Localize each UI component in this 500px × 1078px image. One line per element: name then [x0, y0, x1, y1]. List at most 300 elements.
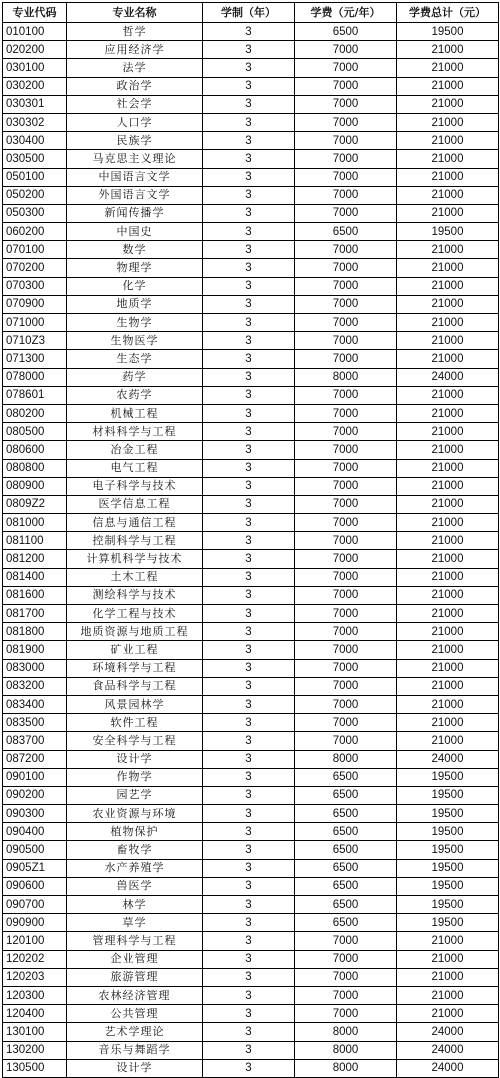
table-row — [3, 823, 499, 841]
table-row — [3, 514, 499, 532]
total-fee-cell: 21000 — [397, 386, 499, 404]
duration-cell: 3 — [203, 896, 295, 914]
major-name-cell: 土木工程 — [67, 568, 203, 586]
table-row — [3, 732, 499, 750]
table-row — [3, 186, 499, 204]
annual-fee-cell: 8000 — [295, 368, 397, 386]
table-row — [3, 877, 499, 895]
major-code-cell: 120202 — [3, 950, 67, 968]
table-row — [3, 768, 499, 786]
total-fee-cell: 21000 — [397, 550, 499, 568]
total-fee-cell: 21000 — [397, 695, 499, 713]
total-fee-cell: 21000 — [397, 532, 499, 550]
major-code-cell: 0809Z2 — [3, 495, 67, 513]
major-code-cell: 080500 — [3, 423, 67, 441]
major-code-cell: 030500 — [3, 150, 67, 168]
major-name-cell: 食品科学与工程 — [67, 677, 203, 695]
major-name-cell: 医学信息工程 — [67, 495, 203, 513]
total-fee-cell: 19500 — [397, 768, 499, 786]
duration-cell: 3 — [203, 986, 295, 1004]
table-row — [3, 568, 499, 586]
major-code-cell: 030100 — [3, 59, 67, 77]
table-row — [3, 605, 499, 623]
total-fee-cell: 19500 — [397, 823, 499, 841]
major-code-cell: 081800 — [3, 623, 67, 641]
total-fee-cell: 21000 — [397, 659, 499, 677]
table-row — [3, 841, 499, 859]
table-row — [3, 241, 499, 259]
table-row — [3, 950, 499, 968]
header-major-code: 专业代码 — [3, 3, 67, 23]
table-row — [3, 477, 499, 495]
header-major-name: 专业名称 — [67, 3, 203, 23]
annual-fee-cell: 6500 — [295, 223, 397, 241]
total-fee-cell: 21000 — [397, 404, 499, 422]
total-fee-cell: 21000 — [397, 113, 499, 131]
table-row — [3, 750, 499, 768]
major-name-cell: 社会学 — [67, 95, 203, 113]
major-name-cell: 药学 — [67, 368, 203, 386]
total-fee-cell: 21000 — [397, 932, 499, 950]
table-row — [3, 113, 499, 131]
major-name-cell: 新闻传播学 — [67, 204, 203, 222]
annual-fee-cell: 7000 — [295, 532, 397, 550]
duration-cell: 3 — [203, 932, 295, 950]
table-body — [3, 23, 499, 1078]
duration-cell: 3 — [203, 841, 295, 859]
header-annual-fee: 学费（元/年） — [295, 3, 397, 23]
table-row — [3, 441, 499, 459]
major-name-cell: 哲学 — [67, 23, 203, 41]
total-fee-cell: 24000 — [397, 368, 499, 386]
major-name-cell: 测绘科学与技术 — [67, 586, 203, 604]
duration-cell: 3 — [203, 314, 295, 332]
table-row — [3, 786, 499, 804]
duration-cell: 3 — [203, 204, 295, 222]
annual-fee-cell: 7000 — [295, 932, 397, 950]
duration-cell: 3 — [203, 768, 295, 786]
annual-fee-cell: 7000 — [295, 277, 397, 295]
total-fee-cell: 21000 — [397, 277, 499, 295]
annual-fee-cell: 7000 — [295, 186, 397, 204]
annual-fee-cell: 7000 — [295, 605, 397, 623]
table-row — [3, 386, 499, 404]
annual-fee-cell: 7000 — [295, 732, 397, 750]
major-name-cell: 信息与通信工程 — [67, 514, 203, 532]
annual-fee-cell: 6500 — [295, 23, 397, 41]
major-code-cell: 078601 — [3, 386, 67, 404]
total-fee-cell: 21000 — [397, 332, 499, 350]
major-code-cell: 090400 — [3, 823, 67, 841]
major-code-cell: 130500 — [3, 1059, 67, 1077]
major-name-cell: 冶金工程 — [67, 441, 203, 459]
major-code-cell: 071000 — [3, 314, 67, 332]
duration-cell: 3 — [203, 41, 295, 59]
duration-cell: 3 — [203, 404, 295, 422]
duration-cell: 3 — [203, 23, 295, 41]
total-fee-cell: 21000 — [397, 477, 499, 495]
annual-fee-cell: 6500 — [295, 805, 397, 823]
duration-cell: 3 — [203, 695, 295, 713]
major-name-cell: 电气工程 — [67, 459, 203, 477]
annual-fee-cell: 7000 — [295, 259, 397, 277]
duration-cell: 3 — [203, 223, 295, 241]
major-code-cell: 087200 — [3, 750, 67, 768]
duration-cell: 3 — [203, 605, 295, 623]
annual-fee-cell: 6500 — [295, 786, 397, 804]
total-fee-cell: 21000 — [397, 314, 499, 332]
table-row — [3, 314, 499, 332]
annual-fee-cell: 6500 — [295, 768, 397, 786]
table-row — [3, 968, 499, 986]
duration-cell: 3 — [203, 659, 295, 677]
annual-fee-cell: 6500 — [295, 877, 397, 895]
table-row — [3, 805, 499, 823]
duration-cell: 3 — [203, 1041, 295, 1059]
major-code-cell: 081900 — [3, 641, 67, 659]
table-row — [3, 59, 499, 77]
major-name-cell: 水产养殖学 — [67, 859, 203, 877]
major-name-cell: 设计学 — [67, 1059, 203, 1077]
duration-cell: 3 — [203, 750, 295, 768]
total-fee-cell: 21000 — [397, 514, 499, 532]
major-name-cell: 植物保护 — [67, 823, 203, 841]
major-name-cell: 管理科学与工程 — [67, 932, 203, 950]
table-row — [3, 459, 499, 477]
table-row — [3, 714, 499, 732]
major-code-cell: 080600 — [3, 441, 67, 459]
annual-fee-cell: 8000 — [295, 1041, 397, 1059]
major-name-cell: 中国史 — [67, 223, 203, 241]
duration-cell: 3 — [203, 877, 295, 895]
major-code-cell: 090500 — [3, 841, 67, 859]
major-name-cell: 中国语言文学 — [67, 168, 203, 186]
total-fee-cell: 21000 — [397, 204, 499, 222]
major-code-cell: 050100 — [3, 168, 67, 186]
duration-cell: 3 — [203, 150, 295, 168]
total-fee-cell: 21000 — [397, 968, 499, 986]
duration-cell: 3 — [203, 950, 295, 968]
major-code-cell: 081400 — [3, 568, 67, 586]
duration-cell: 3 — [203, 459, 295, 477]
major-code-cell: 130100 — [3, 1023, 67, 1041]
duration-cell: 3 — [203, 59, 295, 77]
total-fee-cell: 19500 — [397, 877, 499, 895]
major-name-cell: 农林经济管理 — [67, 986, 203, 1004]
major-code-cell: 050200 — [3, 186, 67, 204]
major-code-cell: 090200 — [3, 786, 67, 804]
major-code-cell: 120100 — [3, 932, 67, 950]
annual-fee-cell: 7000 — [295, 986, 397, 1004]
annual-fee-cell: 7000 — [295, 495, 397, 513]
major-code-cell: 083200 — [3, 677, 67, 695]
total-fee-cell: 19500 — [397, 23, 499, 41]
duration-cell: 3 — [203, 168, 295, 186]
total-fee-cell: 19500 — [397, 805, 499, 823]
major-code-cell: 081600 — [3, 586, 67, 604]
duration-cell: 3 — [203, 77, 295, 95]
annual-fee-cell: 7000 — [295, 168, 397, 186]
major-name-cell: 企业管理 — [67, 950, 203, 968]
major-name-cell: 外国语言文学 — [67, 186, 203, 204]
table-row — [3, 859, 499, 877]
major-code-cell: 030200 — [3, 77, 67, 95]
major-name-cell: 农药学 — [67, 386, 203, 404]
total-fee-cell: 21000 — [397, 950, 499, 968]
major-code-cell: 083500 — [3, 714, 67, 732]
major-code-cell: 090700 — [3, 896, 67, 914]
major-code-cell: 050300 — [3, 204, 67, 222]
major-name-cell: 地质学 — [67, 295, 203, 313]
duration-cell: 3 — [203, 714, 295, 732]
table-row — [3, 532, 499, 550]
duration-cell: 3 — [203, 386, 295, 404]
major-code-cell: 081200 — [3, 550, 67, 568]
duration-cell: 3 — [203, 732, 295, 750]
duration-cell: 3 — [203, 641, 295, 659]
major-name-cell: 民族学 — [67, 132, 203, 150]
major-name-cell: 风景园林学 — [67, 695, 203, 713]
major-name-cell: 地质资源与地质工程 — [67, 623, 203, 641]
table-row — [3, 259, 499, 277]
annual-fee-cell: 6500 — [295, 859, 397, 877]
major-name-cell: 生物学 — [67, 314, 203, 332]
duration-cell: 3 — [203, 441, 295, 459]
major-code-cell: 083700 — [3, 732, 67, 750]
duration-cell: 3 — [203, 332, 295, 350]
table-row — [3, 23, 499, 41]
total-fee-cell: 19500 — [397, 223, 499, 241]
annual-fee-cell: 7000 — [295, 695, 397, 713]
duration-cell: 3 — [203, 568, 295, 586]
major-name-cell: 畜牧学 — [67, 841, 203, 859]
total-fee-cell: 19500 — [397, 896, 499, 914]
table-row — [3, 150, 499, 168]
annual-fee-cell: 7000 — [295, 241, 397, 259]
major-code-cell: 078000 — [3, 368, 67, 386]
total-fee-cell: 21000 — [397, 150, 499, 168]
major-name-cell: 草学 — [67, 914, 203, 932]
annual-fee-cell: 7000 — [295, 677, 397, 695]
total-fee-cell: 21000 — [397, 732, 499, 750]
major-name-cell: 设计学 — [67, 750, 203, 768]
major-name-cell: 兽医学 — [67, 877, 203, 895]
major-code-cell: 080800 — [3, 459, 67, 477]
major-code-cell: 030301 — [3, 95, 67, 113]
major-code-cell: 070100 — [3, 241, 67, 259]
major-name-cell: 人口学 — [67, 113, 203, 131]
duration-cell: 3 — [203, 350, 295, 368]
total-fee-cell: 21000 — [397, 168, 499, 186]
major-code-cell: 120400 — [3, 1005, 67, 1023]
major-name-cell: 计算机科学与技术 — [67, 550, 203, 568]
duration-cell: 3 — [203, 859, 295, 877]
total-fee-cell: 21000 — [397, 568, 499, 586]
total-fee-cell: 21000 — [397, 186, 499, 204]
major-code-cell: 080200 — [3, 404, 67, 422]
table-row — [3, 896, 499, 914]
annual-fee-cell: 7000 — [295, 623, 397, 641]
table-row — [3, 495, 499, 513]
major-name-cell: 化学工程与技术 — [67, 605, 203, 623]
total-fee-cell: 21000 — [397, 714, 499, 732]
major-code-cell: 070200 — [3, 259, 67, 277]
annual-fee-cell: 7000 — [295, 441, 397, 459]
major-code-cell: 0710Z3 — [3, 332, 67, 350]
duration-cell: 3 — [203, 805, 295, 823]
major-code-cell: 030302 — [3, 113, 67, 131]
major-name-cell: 机械工程 — [67, 404, 203, 422]
table-row — [3, 41, 499, 59]
annual-fee-cell: 7000 — [295, 41, 397, 59]
total-fee-cell: 21000 — [397, 241, 499, 259]
duration-cell: 3 — [203, 477, 295, 495]
major-name-cell: 生物医学 — [67, 332, 203, 350]
table-row — [3, 332, 499, 350]
major-name-cell: 园艺学 — [67, 786, 203, 804]
annual-fee-cell: 7000 — [295, 95, 397, 113]
total-fee-cell: 21000 — [397, 132, 499, 150]
annual-fee-cell: 6500 — [295, 823, 397, 841]
annual-fee-cell: 7000 — [295, 641, 397, 659]
total-fee-cell: 21000 — [397, 441, 499, 459]
major-code-cell: 081100 — [3, 532, 67, 550]
total-fee-cell: 24000 — [397, 1023, 499, 1041]
table-row — [3, 368, 499, 386]
major-name-cell: 安全科学与工程 — [67, 732, 203, 750]
total-fee-cell: 21000 — [397, 459, 499, 477]
table-row — [3, 295, 499, 313]
major-code-cell: 071300 — [3, 350, 67, 368]
major-name-cell: 环境科学与工程 — [67, 659, 203, 677]
total-fee-cell: 21000 — [397, 95, 499, 113]
annual-fee-cell: 6500 — [295, 914, 397, 932]
duration-cell: 3 — [203, 1005, 295, 1023]
total-fee-cell: 24000 — [397, 1059, 499, 1077]
major-name-cell: 作物学 — [67, 768, 203, 786]
annual-fee-cell: 8000 — [295, 1023, 397, 1041]
major-name-cell: 艺术学理论 — [67, 1023, 203, 1041]
major-name-cell: 农业资源与环境 — [67, 805, 203, 823]
major-name-cell: 旅游管理 — [67, 968, 203, 986]
table-row — [3, 423, 499, 441]
annual-fee-cell: 7000 — [295, 659, 397, 677]
total-fee-cell: 19500 — [397, 859, 499, 877]
annual-fee-cell: 8000 — [295, 750, 397, 768]
duration-cell: 3 — [203, 550, 295, 568]
total-fee-cell: 21000 — [397, 677, 499, 695]
total-fee-cell: 21000 — [397, 623, 499, 641]
major-code-cell: 130200 — [3, 1041, 67, 1059]
table-row — [3, 641, 499, 659]
major-code-cell: 120300 — [3, 986, 67, 1004]
duration-cell: 3 — [203, 277, 295, 295]
table-row — [3, 677, 499, 695]
major-name-cell: 电子科学与技术 — [67, 477, 203, 495]
annual-fee-cell: 7000 — [295, 150, 397, 168]
annual-fee-cell: 7000 — [295, 59, 397, 77]
table-row — [3, 914, 499, 932]
annual-fee-cell: 6500 — [295, 841, 397, 859]
major-name-cell: 音乐与舞蹈学 — [67, 1041, 203, 1059]
table-row — [3, 586, 499, 604]
major-code-cell: 083400 — [3, 695, 67, 713]
tuition-table — [2, 2, 499, 1078]
annual-fee-cell: 7000 — [295, 459, 397, 477]
annual-fee-cell: 7000 — [295, 550, 397, 568]
major-code-cell: 080900 — [3, 477, 67, 495]
annual-fee-cell: 7000 — [295, 1005, 397, 1023]
table-row — [3, 223, 499, 241]
table-row — [3, 623, 499, 641]
duration-cell: 3 — [203, 514, 295, 532]
total-fee-cell: 24000 — [397, 750, 499, 768]
major-code-cell: 070300 — [3, 277, 67, 295]
total-fee-cell: 21000 — [397, 605, 499, 623]
table-row — [3, 659, 499, 677]
duration-cell: 3 — [203, 132, 295, 150]
table-row — [3, 277, 499, 295]
table-row — [3, 77, 499, 95]
major-name-cell: 马克思主义理论 — [67, 150, 203, 168]
duration-cell: 3 — [203, 623, 295, 641]
major-name-cell: 矿业工程 — [67, 641, 203, 659]
major-code-cell: 090100 — [3, 768, 67, 786]
annual-fee-cell: 6500 — [295, 896, 397, 914]
total-fee-cell: 21000 — [397, 1005, 499, 1023]
total-fee-cell: 24000 — [397, 1041, 499, 1059]
header-duration: 学制（年） — [203, 3, 295, 23]
annual-fee-cell: 7000 — [295, 586, 397, 604]
major-code-cell: 060200 — [3, 223, 67, 241]
major-code-cell: 010100 — [3, 23, 67, 41]
annual-fee-cell: 7000 — [295, 77, 397, 95]
major-name-cell: 应用经济学 — [67, 41, 203, 59]
duration-cell: 3 — [203, 1023, 295, 1041]
duration-cell: 3 — [203, 823, 295, 841]
annual-fee-cell: 7000 — [295, 332, 397, 350]
annual-fee-cell: 8000 — [295, 1059, 397, 1077]
annual-fee-cell: 7000 — [295, 113, 397, 131]
major-name-cell: 物理学 — [67, 259, 203, 277]
major-code-cell: 083000 — [3, 659, 67, 677]
total-fee-cell: 21000 — [397, 986, 499, 1004]
major-code-cell: 070900 — [3, 295, 67, 313]
total-fee-cell: 19500 — [397, 841, 499, 859]
total-fee-cell: 21000 — [397, 295, 499, 313]
annual-fee-cell: 7000 — [295, 514, 397, 532]
total-fee-cell: 21000 — [397, 495, 499, 513]
annual-fee-cell: 7000 — [295, 950, 397, 968]
annual-fee-cell: 7000 — [295, 204, 397, 222]
duration-cell: 3 — [203, 586, 295, 604]
duration-cell: 3 — [203, 495, 295, 513]
major-name-cell: 化学 — [67, 277, 203, 295]
annual-fee-cell: 7000 — [295, 568, 397, 586]
table-row — [3, 1041, 499, 1059]
table-row — [3, 550, 499, 568]
header-total-fee: 学费总计（元） — [397, 3, 499, 23]
duration-cell: 3 — [203, 1059, 295, 1077]
major-name-cell: 公共管理 — [67, 1005, 203, 1023]
annual-fee-cell: 7000 — [295, 314, 397, 332]
duration-cell: 3 — [203, 295, 295, 313]
duration-cell: 3 — [203, 113, 295, 131]
total-fee-cell: 21000 — [397, 423, 499, 441]
annual-fee-cell: 7000 — [295, 714, 397, 732]
duration-cell: 3 — [203, 914, 295, 932]
total-fee-cell: 21000 — [397, 259, 499, 277]
